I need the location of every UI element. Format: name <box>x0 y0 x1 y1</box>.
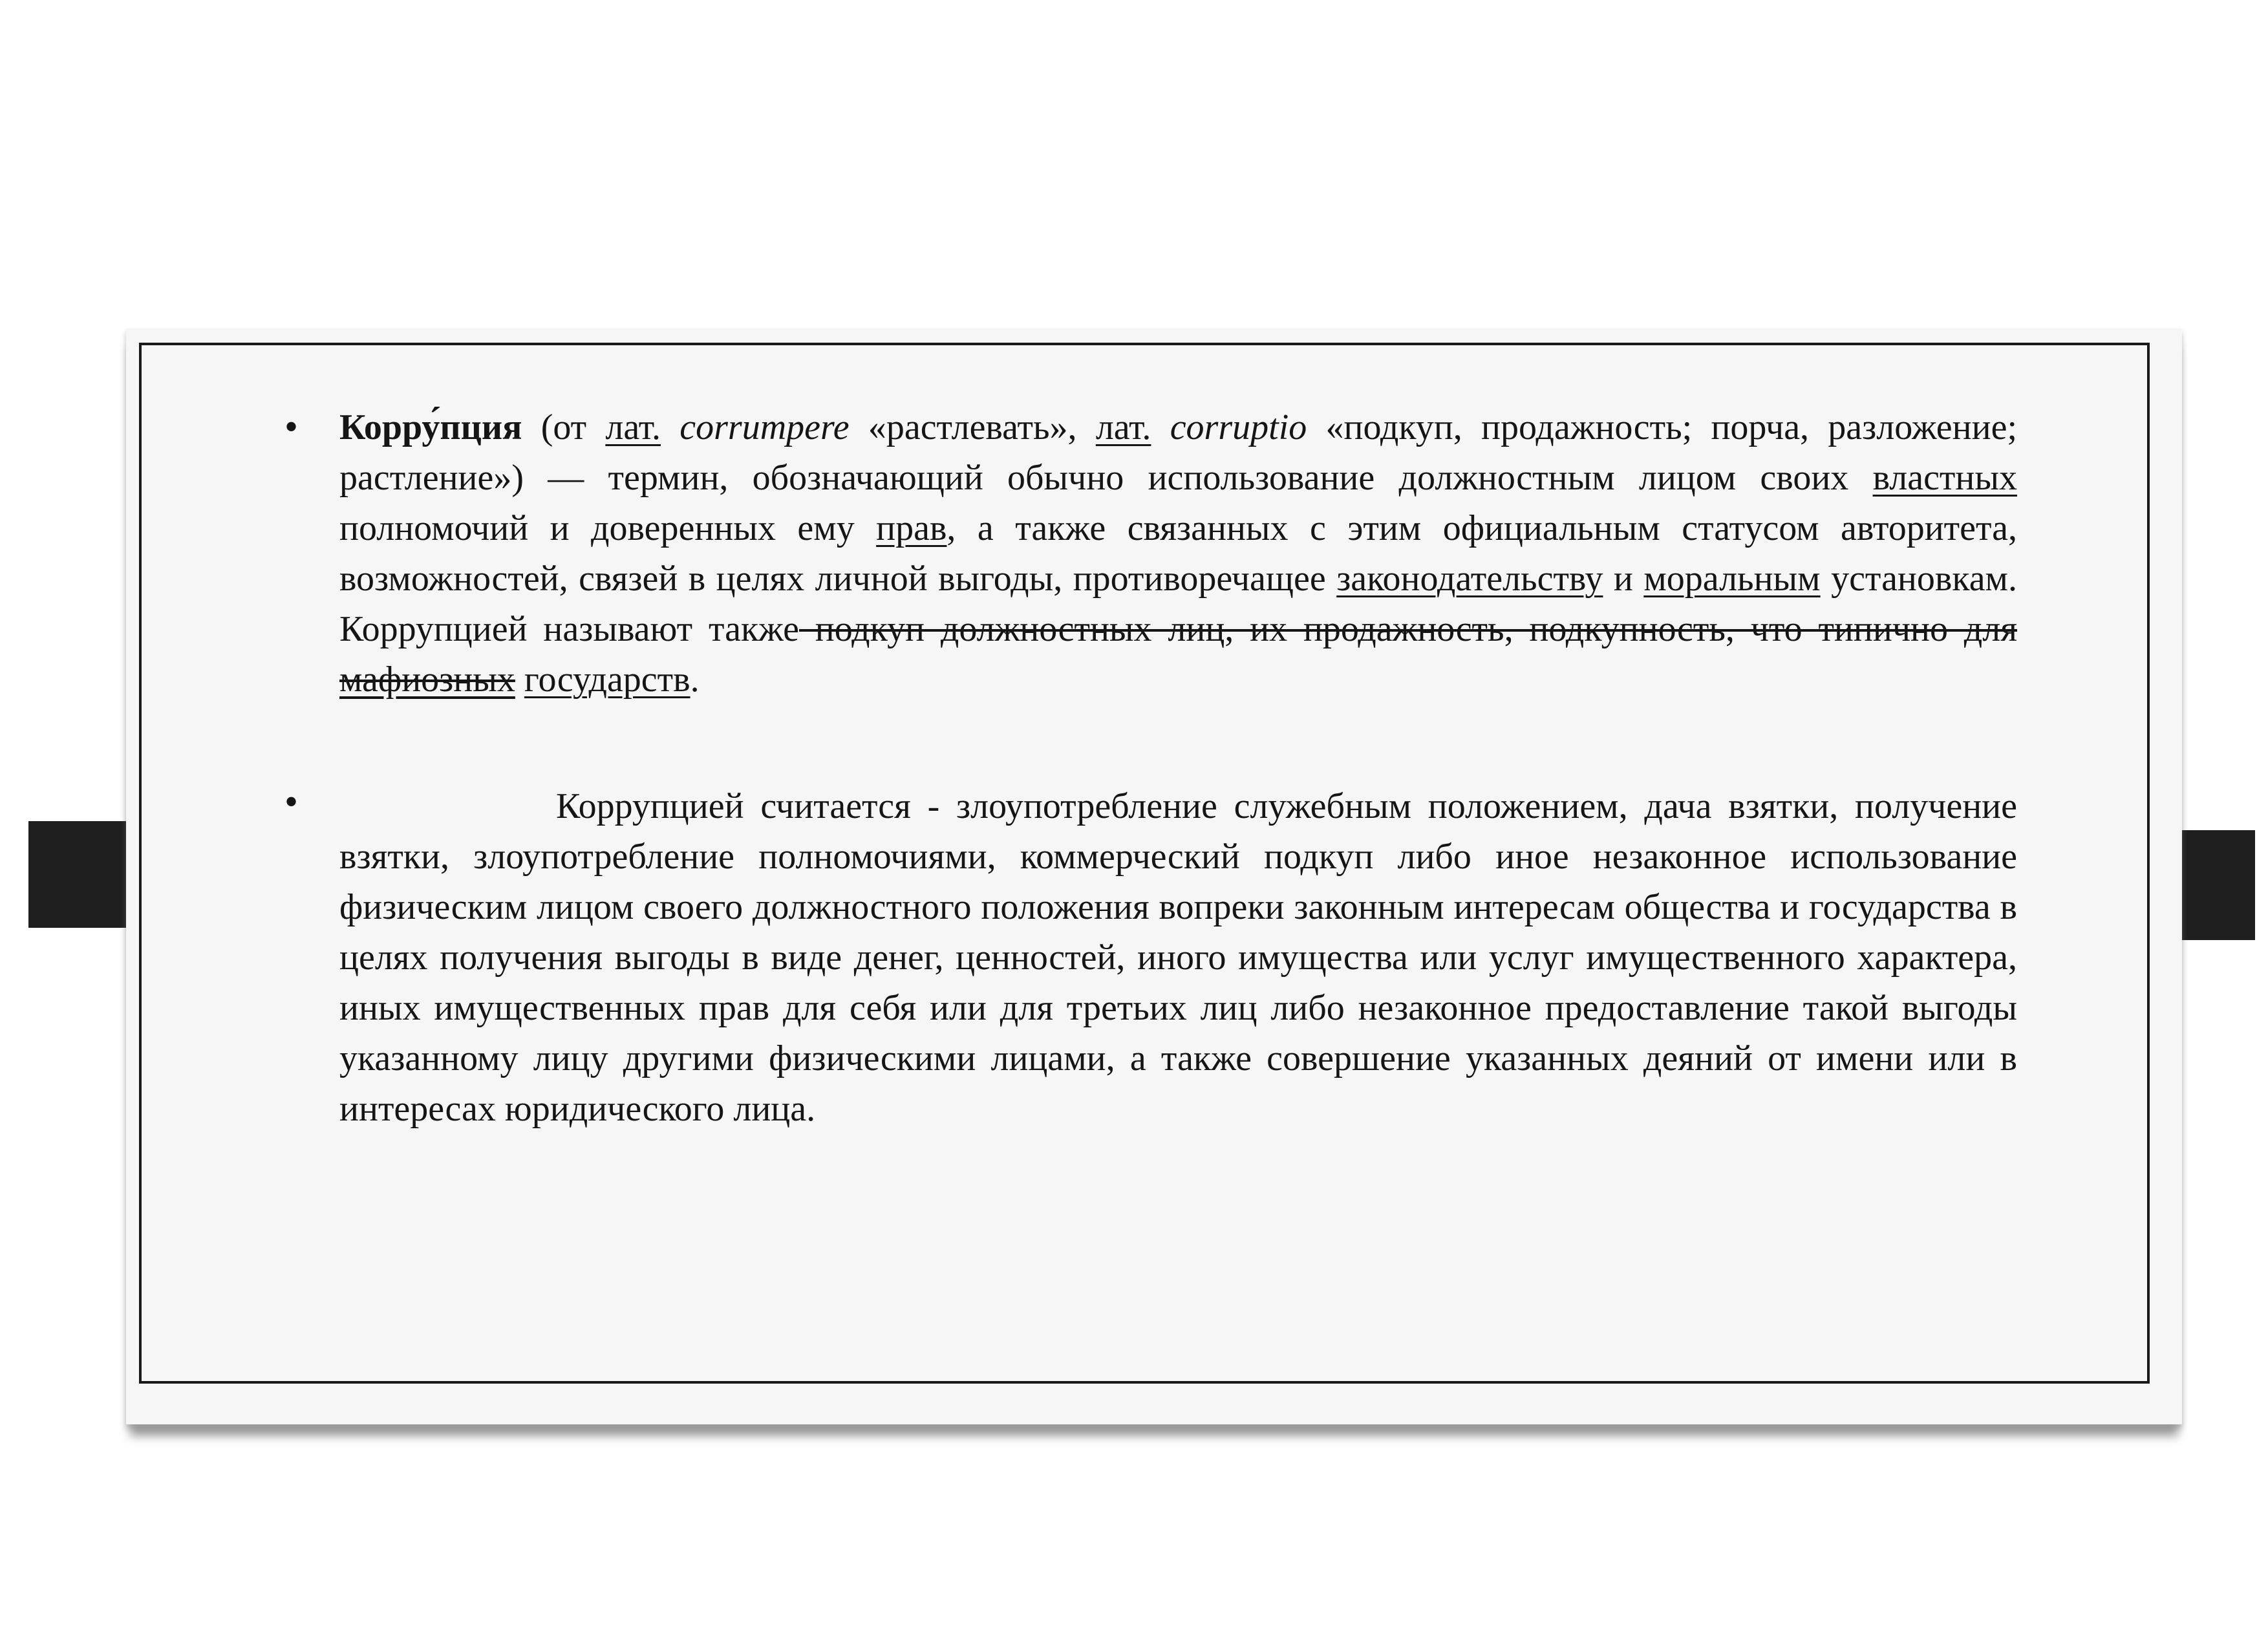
link-rights[interactable]: прав <box>876 508 947 548</box>
term-heading: Корру́пция <box>339 407 522 447</box>
link-states[interactable]: государств <box>524 659 690 700</box>
link-power[interactable]: властных <box>1872 458 2017 498</box>
link-moral[interactable]: моральным <box>1643 559 1821 599</box>
corruption-definition-paragraph: Корру́пция (от лат. corrumpere «растлевать», лат. corruptio «подкуп, продажность; порча, разложение; растление») — термин, обозначающий обычно использование должностным лицом своих властных полномочий и доверенных ему прав, а также связанных с этим официальным статусом авторитета, возможностей, связей в целях личной выгоды, противоречащее законодательству и моральным установкам. Коррупцией называют также подкуп должностных лиц, их продажность, подкупность, что типично для мафиозных государств. <box>339 407 2017 700</box>
struck-out-text: подкуп должностных лиц, их продажность, подкупность, что типично для <box>798 609 2017 649</box>
latin-word-corrumpere: corrumpere <box>679 407 850 447</box>
link-mafia[interactable]: мафиозных <box>339 659 515 700</box>
latin-word-corruptio: corruptio <box>1170 407 1307 447</box>
bullet-point: • <box>284 405 299 448</box>
link-legislation[interactable]: законодательству <box>1336 559 1603 599</box>
legal-definition-text: Коррупцией считается - злоупотребление служебным положением, дача взятки, получение взятки, злоупотребление полномочиями, коммерческий подкуп либо иное незаконное использование физическим лицом своего должностного положения вопреки законным интересам общества и государства в целях получения выгоды в виде денег, ценностей, иного имущества или услуг имущественного характера, иных имущественных прав для себя или для третьих лиц либо незаконное предоставление такой выгоды указанному лицу другими физическими лицами, а также совершение указанных деяний от имени или в интересах юридического лица. <box>339 786 2017 1129</box>
legal-definition-paragraph <box>339 781 2017 1134</box>
bullet-point: • <box>284 780 299 823</box>
link-latin[interactable]: лат. <box>1095 407 1151 447</box>
link-latin[interactable]: лат. <box>605 407 661 447</box>
